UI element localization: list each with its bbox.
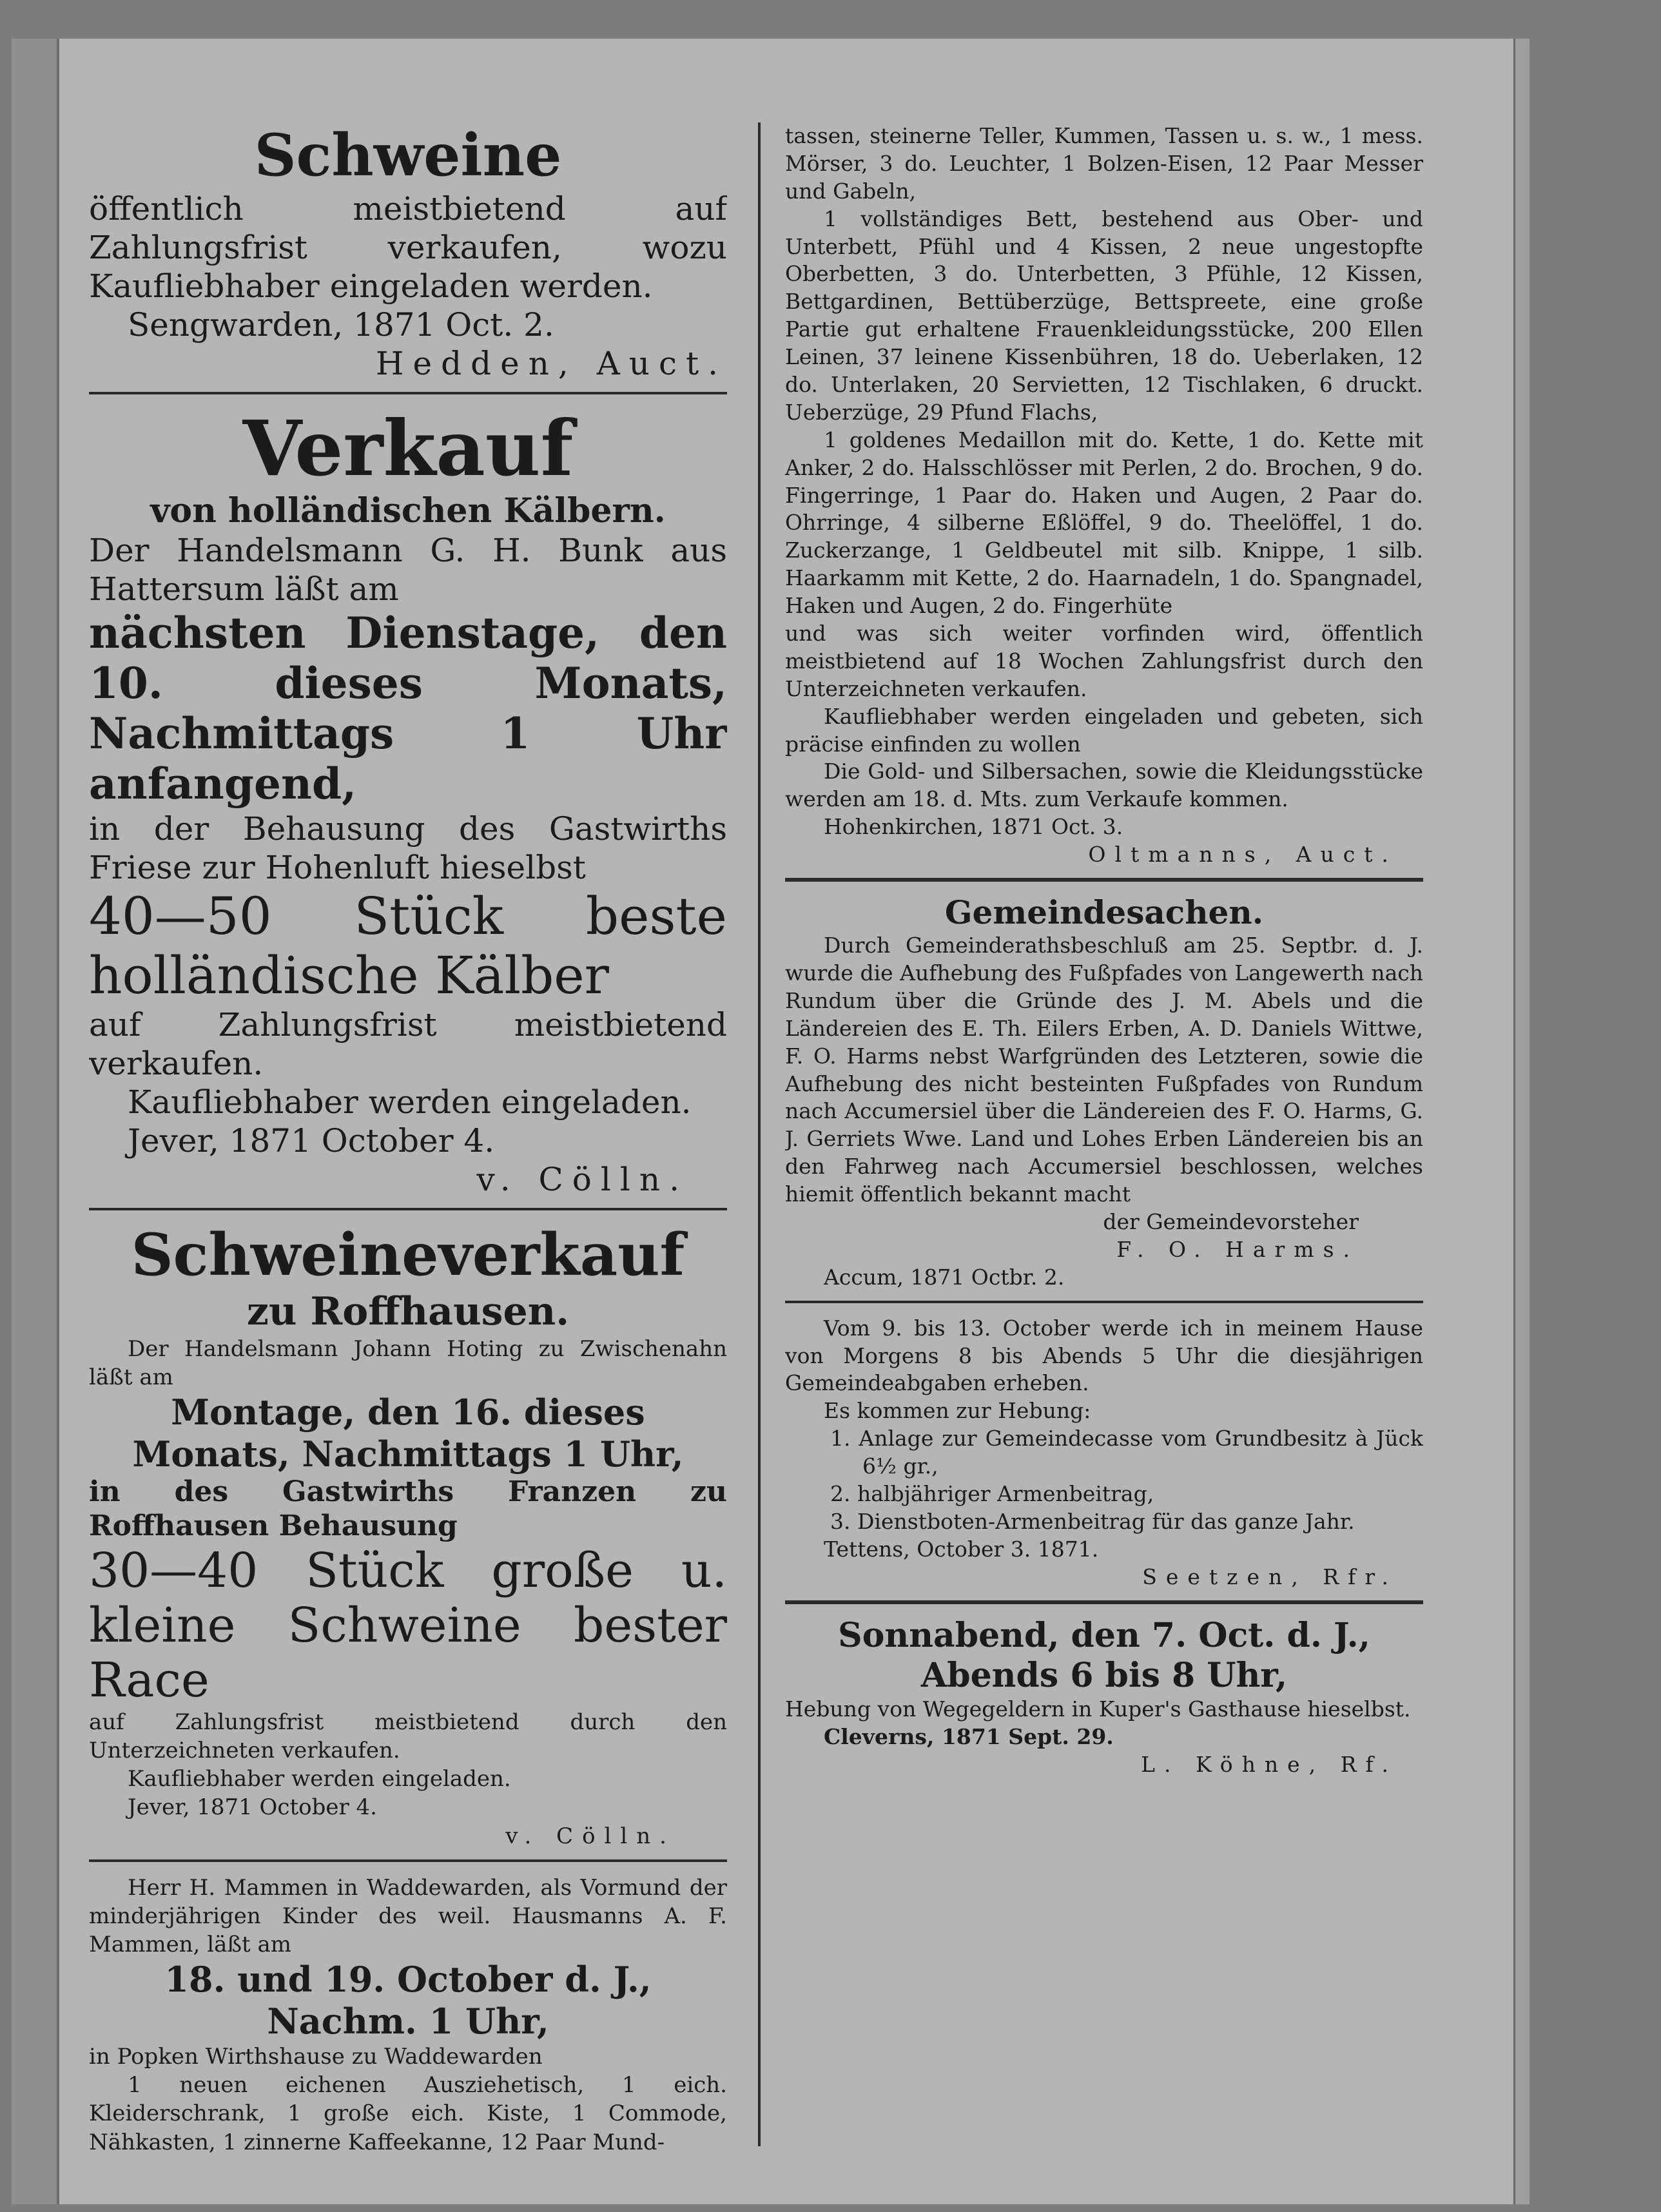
ad-goods: 40—50 Stück beste holländische Kälber: [89, 886, 727, 1005]
section-rule: [785, 1600, 1423, 1604]
ad-subtitle: von holländischen Kälbern.: [150, 490, 666, 530]
ad-sign-name: F. O. Harms.: [1116, 1236, 1359, 1262]
ad-list-item: 1. Anlage zur Gemeindecasse vom Grundbesitz à Jück 6½ gr.,: [830, 1426, 1423, 1479]
ad-schweineverkauf: [89, 1222, 727, 1850]
ad-note: Die Gold- und Silbersachen, sowie die Kleidungsstücke werden am 18. d. Mts. zum Verkaufe kommen.: [785, 759, 1423, 812]
ad-items-part1: tassen, steinerne Teller, Kummen, Tassen u. s. w., 1 mess. Mörser, 3 do. Leuchter, 1 Bolzen-Eisen, 12 Paar Messer und Gabeln,: [785, 123, 1423, 204]
ad-body: öffentlich meistbietend auf Zahlungsfrist verkaufen, wozu Kaufliebhaber eingeladen werden.: [89, 189, 727, 305]
ad-invite: Kaufliebhaber werden eingeladen.: [128, 1766, 511, 1792]
ad-when-time: Nachm. 1 Uhr,: [267, 2001, 549, 2042]
ad-body: Vom 9. bis 13. October werde ich in meinem Hause von Morgens 8 bis Abends 5 Uhr die diesjährigen Gemeindeabgaben erheben.: [785, 1315, 1423, 1396]
ad-gemeindeabgaben: [785, 1315, 1423, 1591]
ad-where: in Popken Wirthshause zu Waddewarden: [89, 2043, 543, 2070]
ad-items: 1 neuen eichenen Ausziehetisch, 1 eich. Kleiderschrank, 1 große eich. Kiste, 1 Commode, Nähkasten, 1 zinnerne Kaffeekanne, 12 Paar Mund-: [89, 2072, 727, 2155]
ad-mammen-auction: [89, 1874, 727, 2157]
column-divider: [758, 122, 761, 2146]
section-rule: [89, 392, 727, 394]
ad-dateline: Jever, 1871 October 4.: [128, 1121, 495, 1159]
ad-intro: Herr H. Mammen in Waddewarden, als Vormund der minderjährigen Kinder des weil. Hausmanns A. F. Mammen, läßt am: [89, 1874, 727, 1958]
ad-signature: v. Cölln.: [476, 1160, 688, 1198]
ad-list-item: 3. Dienstboten-Armenbeitrag für das ganze Jahr.: [830, 1508, 1355, 1534]
ad-items-part3: 1 goldenes Medaillon mit do. Kette, 1 do. Kette mit Anker, 2 do. Halsschlösser mit Perlen, 2 do. Brochen, 9 do. Fingerringe, 1 Paar do. Haken und Augen, 2 Paar do. Ohrringe, 4 silberne Eßlöffel, 9 do. Theelöffel, 1 do. Zuckerzange, 1 Geldbeutel mit silb. Knippe, 1 silb. Haarkamm mit Kette, 2 do. Haarnadeln, 1 do. Spangnadel, Haken und Augen, 2 do. Fingerhüte: [785, 427, 1423, 619]
ad-title: Verkauf: [242, 403, 574, 493]
page-edge: [1513, 39, 1530, 2204]
ad-when: Montage, den 16. dieses Monats, Nachmittags 1 Uhr,: [132, 1392, 684, 1475]
ad-list-item: 2. halbjähriger Armenbeitrag,: [830, 1480, 1154, 1506]
ad-body: Hebung von Wegegeldern in Kuper's Gasthause hieselbst.: [785, 1696, 1411, 1722]
ad-terms: auf Zahlungsfrist meistbietend durch den Unterzeichneten verkaufen.: [89, 1709, 727, 1764]
ad-terms: auf Zahlungsfrist meistbietend verkaufen.: [89, 1005, 727, 1082]
ad-invite: Kaufliebhaber werden eingeladen und gebeten, sich präcise einfinden zu wollen: [785, 703, 1423, 757]
ad-when-date: 18. und 19. October d. J.,: [164, 1959, 652, 2001]
ad-lead: Es kommen zur Hebung:: [824, 1398, 1091, 1424]
ad-dateline: Accum, 1871 Octbr. 2.: [824, 1264, 1065, 1290]
ad-invite: Kaufliebhaber werden eingeladen.: [128, 1083, 692, 1121]
ad-title: Gemeindesachen.: [944, 893, 1264, 932]
ad-signature: Oltmanns, Auct.: [1088, 842, 1397, 868]
ad-signature: Hedden, Auct.: [375, 344, 727, 382]
ad-body: Durch Gemeinderathsbeschluß am 25. Septbr. d. J. wurde die Aufhebung des Fußpfades von Langewerth nach Rundum über die Gründe des J. M. Abels und die Ländereien des E. Th. Eilers Erben, A. D. Daniels Wittwe, F. O. Harms nebst Warfgründen des Letzteren, sowie die Aufhebung des nicht besteinten Fußpfades von Rundum nach Accumersiel über die Ländereien des F. O. Harms, G. J. Gerriets Wwe. Land und Lohes Erben Ländereien bis an den Fahrweg nach Accumersiel beschlossen, welches hiemit öffentlich bekannt macht: [785, 933, 1423, 1207]
ad-dateline: Cleverns, 1871 Sept. 29.: [824, 1724, 1114, 1750]
ad-when: nächsten Dienstage, den 10. dieses Monats, Nachmittags 1 Uhr anfangend,: [89, 608, 727, 809]
section-rule: [785, 1301, 1423, 1303]
ad-goods: 30—40 Stück große u. kleine Schweine bester Race: [89, 1542, 727, 1708]
ad-title: Schweineverkauf: [131, 1220, 685, 1289]
ad-items-part2: 1 vollständiges Bett, bestehend aus Ober- und Unterbett, Pfühl und 4 Kissen, 2 neue ungestopfte Oberbetten, 3 do. Unterbetten, 3 Pfühle, 12 Kissen, Bettgardinen, Bettüberzüge, Bettspreete, eine große Partie gut erhaltene Frauenkleidungsstücke, 200 Ellen Leinen, 37 leinene Kissenbühren, 18 do. Ueberlaken, 12 do. Unterlaken, 20 Servietten, 12 Tischlaken, 6 druckt. Ueberzüge, 29 Pfund Flachs,: [785, 206, 1423, 425]
right-column: [785, 122, 1423, 1779]
section-rule: [89, 1208, 727, 1210]
ad-intro: Der Handelsmann G. H. Bunk aus Hattersum läßt am: [89, 532, 727, 608]
ad-subtitle: zu Roffhausen.: [246, 1289, 570, 1335]
ad-dateline: Hohenkirchen, 1871 Oct. 3.: [824, 814, 1123, 840]
ad-where: in der Behausung des Gastwirths Friese zur Hohenluft hieselbst: [89, 810, 727, 886]
ad-terms: und was sich weiter vorfinden wird, öffentlich meistbietend auf 18 Wochen Zahlungsfrist durch den Unterzeichneten verkaufen.: [785, 621, 1423, 701]
ad-dateline: Tettens, October 3. 1871.: [824, 1536, 1099, 1562]
ad-signature: v. Cölln.: [505, 1823, 675, 1849]
section-rule: [89, 1859, 727, 1862]
ad-signature: L. Köhne, Rf.: [1141, 1752, 1397, 1778]
ad-when-time: Abends 6 bis 8 Uhr,: [920, 1655, 1288, 1695]
ad-mammen-continued: [785, 122, 1423, 869]
newspaper-page: [12, 39, 1530, 2204]
ad-intro: Der Handelsmann Johann Hoting zu Zwischenahn läßt am: [89, 1336, 727, 1391]
book-spine: [12, 39, 59, 2204]
ad-sign-role: der Gemeindevorsteher: [1103, 1208, 1359, 1234]
ad-verkauf-kaelber: [89, 403, 727, 1199]
ad-title: Schweine: [254, 122, 562, 189]
ad-signature: Seetzen, Rfr.: [1142, 1564, 1397, 1589]
ad-dateline: Sengwarden, 1871 Oct. 2.: [128, 306, 554, 344]
ad-wegegelder: [785, 1616, 1423, 1779]
ad-when-date: Sonnabend, den 7. Oct. d. J.,: [838, 1615, 1370, 1655]
ad-dateline: Jever, 1871 October 4.: [128, 1794, 377, 1821]
ad-schweine: [89, 122, 727, 383]
left-column: [89, 122, 727, 2157]
ad-where: in des Gastwirths Franzen zu Roffhausen Behausung: [89, 1475, 727, 1542]
ad-gemeindesachen: [785, 893, 1423, 1292]
section-rule: [785, 878, 1423, 882]
